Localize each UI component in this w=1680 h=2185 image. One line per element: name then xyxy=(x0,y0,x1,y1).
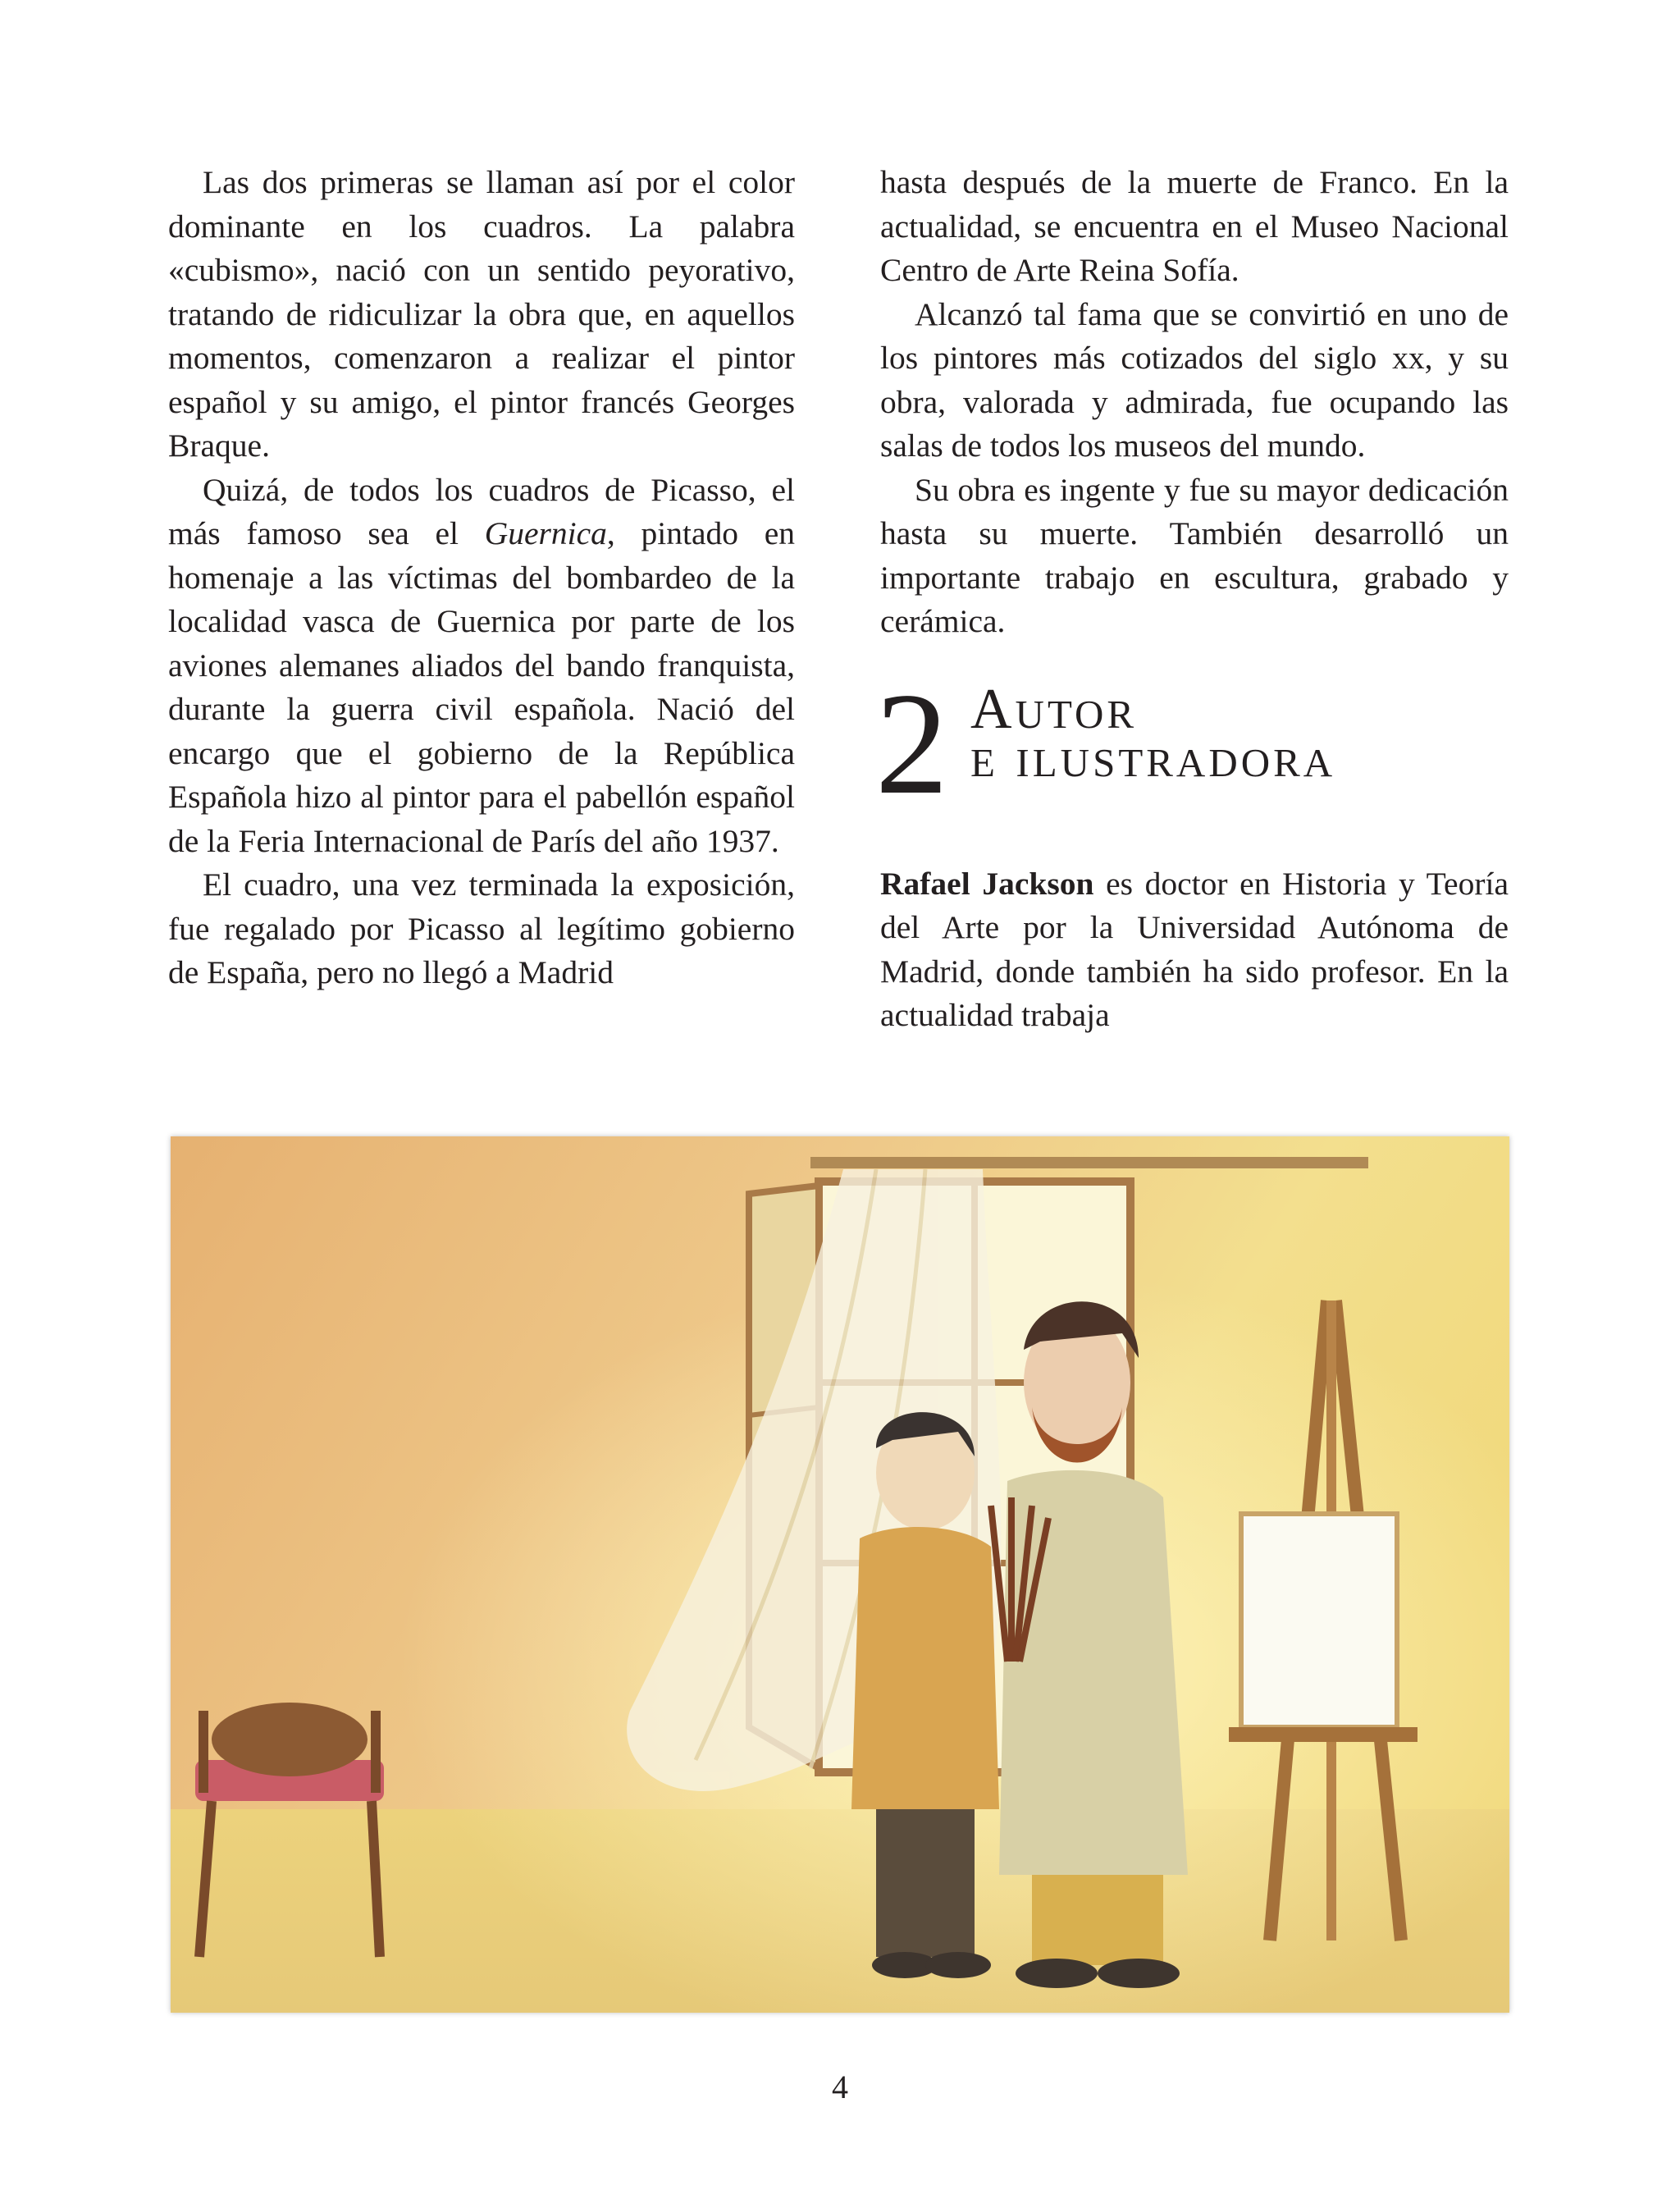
paragraph: Las dos primeras se llaman así por el color dominante en los cuadros. La palabra «cubismo», nació con un sentido peyorativo, tratando de ridiculizar la obra que, en aquellos momentos, comenzaron a realizar el pintor español y su amigo, el pintor francés Georges Braque. xyxy=(168,164,795,464)
section-title-line2: e ilustradora xyxy=(970,725,1336,789)
section-number: 2 xyxy=(875,661,945,825)
paragraph: Alcanzó tal fama que se convirtió en uno de los pintores más cotizados del siglo xx, y su obra, valorada y admirada, fue ocupando las salas de todos los museos del mundo. xyxy=(880,295,1509,464)
author-name: Rafael Jackson xyxy=(880,865,1094,902)
painter-studio-illustration xyxy=(171,1136,1509,2013)
paragraph-text: , pintado en homenaje a las víctimas del bombardeo de la localidad vasca de Guernica por parte de los aviones alemanes aliados del bando franquista, durante la guerra civil española. Nació del encargo que el gobierno de la República Española hizo al pintor para el pabellón español de la Feria Internacional de París del año 1937. xyxy=(168,515,795,859)
author-paragraph xyxy=(880,862,1509,1038)
left-text-column xyxy=(168,161,795,995)
paragraph: El cuadro, una vez terminada la exposición, fue regalado por Picasso al legítimo gobierno de España, pero no llegó a Madrid xyxy=(168,866,795,990)
paragraph: hasta después de la muerte de Franco. En la actualidad, se encuentra en el Museo Nacional Centro de Arte Reina Sofía. xyxy=(880,164,1509,288)
section-title-line1: Autor xyxy=(970,677,1138,741)
illustration xyxy=(171,1136,1509,2013)
section-heading xyxy=(875,661,1509,825)
paragraph xyxy=(168,469,795,864)
right-text-column xyxy=(875,161,1509,1038)
artwork-title: Guernica xyxy=(484,515,607,551)
page-number: 4 xyxy=(832,2068,848,2105)
paragraph-text: es doctor en Historia y Teoría del Arte por la Universidad Autónoma de Madrid, donde también ha sido profesor. En la actualidad trabaja xyxy=(880,865,1509,1033)
paragraph-text: Quizá, de todos los cuadros de Picasso, el más famoso sea el xyxy=(168,471,795,551)
paragraph: Su obra es ingente y fue su mayor dedicación hasta su muerte. También desarrolló un importante trabajo en escultura, grabado y cerámica. xyxy=(880,471,1509,639)
